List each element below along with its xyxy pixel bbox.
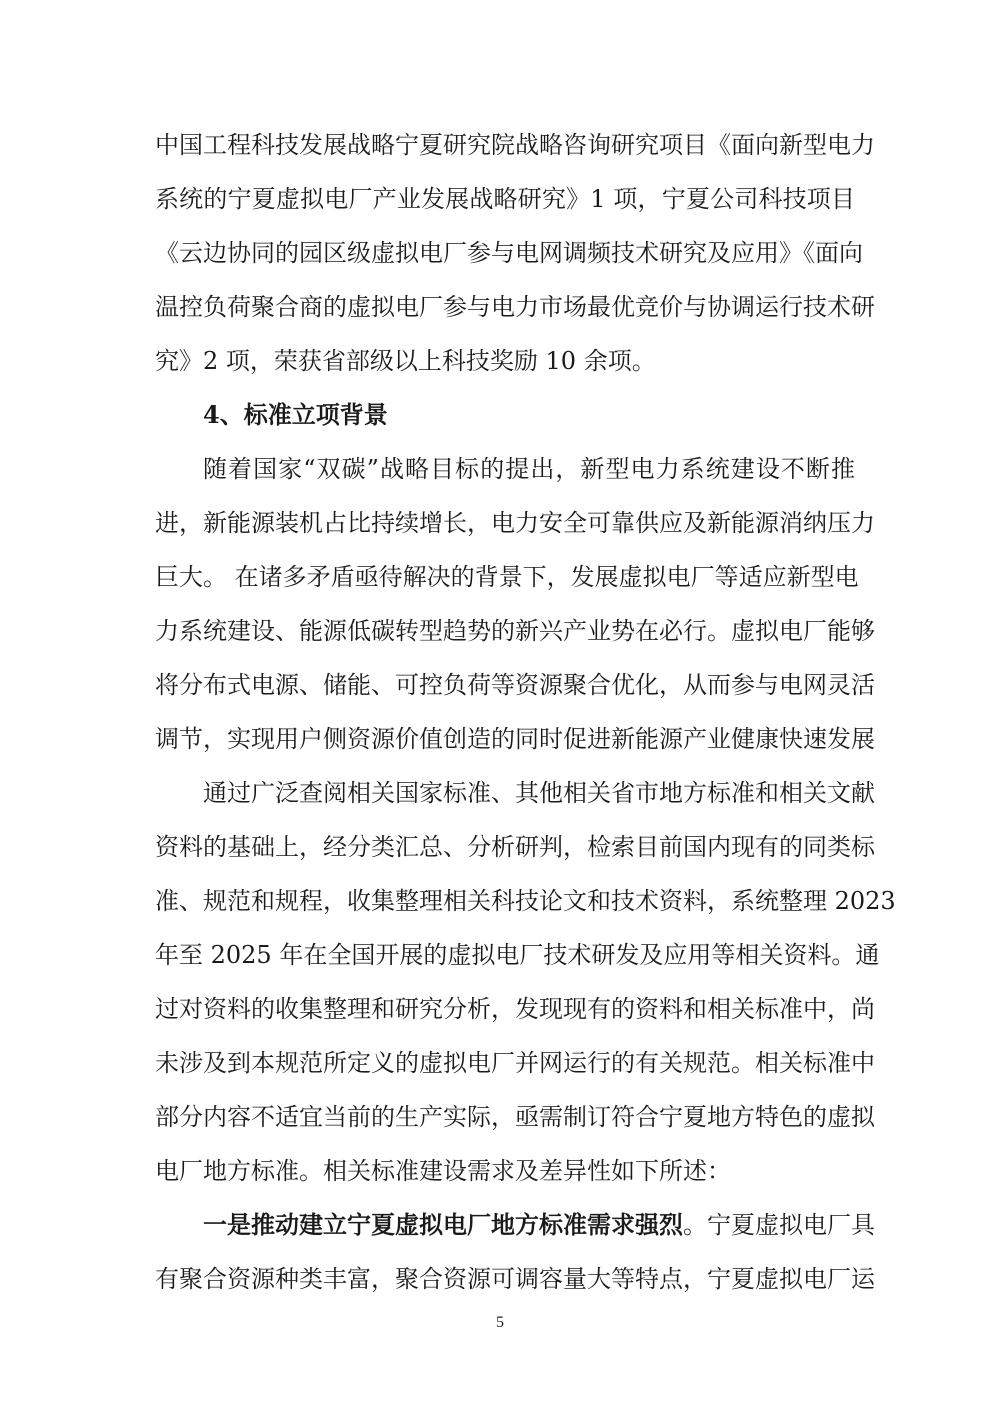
paragraph-line: 调节，实现用户侧资源价值创造的同时促进新能源产业健康快速发展	[155, 725, 875, 753]
paragraph-line: 有聚合资源种类丰富，聚合资源可调容量大等特点，宁夏虚拟电厂运	[155, 1265, 875, 1293]
paragraph-line: 进，新能源装机占比持续增长，电力安全可靠供应及新能源消纳压力	[155, 509, 875, 537]
paragraph-line-with-bold-lead	[203, 1198, 875, 1252]
paragraph-line: 资料的基础上，经分类汇总、分析研判，检索目前国内现有的同类标	[155, 833, 875, 861]
bold-lead-text: 一是推动建立宁夏虚拟电厂地方标准需求强烈	[203, 1210, 683, 1239]
paragraph-line: 温控负荷聚合商的虚拟电厂参与电力市场最优竞价与协调运行技术研	[155, 293, 875, 321]
paragraph-line: 究》2 项，荣获省部级以上科技奖励 10 余项。	[155, 347, 656, 375]
paragraph-line: 中国工程科技发展战略宁夏研究院战略咨询研究项目《面向新型电力	[155, 131, 875, 159]
paragraph-line: 《云边协同的园区级虚拟电厂参与电网调频技术研究及应用》《面向	[155, 239, 863, 267]
paragraph-line: 年至 2025 年在全国开展的虚拟电厂技术研发及应用等相关资料。通	[155, 941, 880, 969]
paragraph-line: 电厂地方标准。相关标准建设需求及差异性如下所述：	[155, 1157, 731, 1185]
lead-continuation-text: 。宁夏虚拟电厂具	[683, 1211, 875, 1239]
paragraph-line: 力系统建设、能源低碳转型趋势的新兴产业势在必行。虚拟电厂能够	[155, 617, 875, 645]
section-heading: 4、标准立项背景	[203, 400, 388, 429]
page-number: 5	[496, 1314, 504, 1331]
paragraph-line: 未涉及到本规范所定义的虚拟电厂并网运行的有关规范。相关标准中	[155, 1049, 875, 1077]
paragraph-line: 部分内容不适宜当前的生产实际，亟需制订符合宁夏地方特色的虚拟	[155, 1103, 875, 1131]
paragraph-line: 准、规范和规程，收集整理相关科技论文和技术资料，系统整理 2023	[155, 887, 896, 915]
paragraph-line: 将分布式电源、储能、可控负荷等资源聚合优化，从而参与电网灵活	[155, 671, 875, 699]
paragraph-line: 过对资料的收集整理和研究分析，发现现有的资料和相关标准中，尚	[155, 995, 875, 1023]
paragraph-line: 系统的宁夏虚拟电厂产业发展战略研究》1 项，宁夏公司科技项目	[155, 185, 855, 213]
paragraph-line: 巨大。 在诸多矛盾亟待解决的背景下，发展虚拟电厂等适应新型电	[155, 563, 859, 591]
paragraph-line: 通过广泛查阅相关国家标准、其他相关省市地方标准和相关文献	[203, 779, 875, 807]
paragraph-line: 随着国家“双碳”战略目标的提出，新型电力系统建设不断推	[203, 455, 855, 483]
